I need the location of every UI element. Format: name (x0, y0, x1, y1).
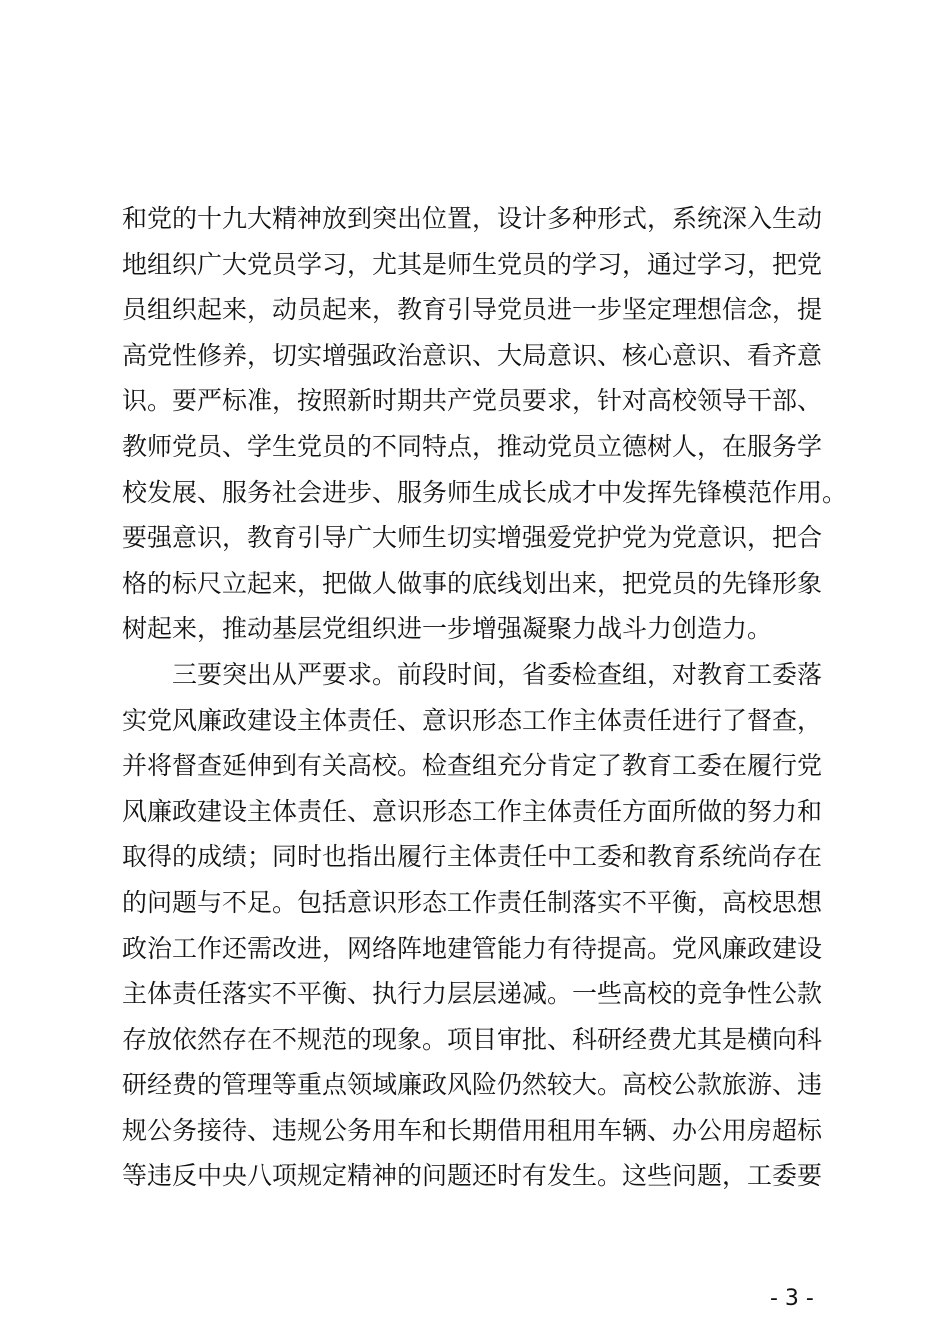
text-line: 取得的成绩；同时也指出履行主体责任中工委和教育系统尚存在 (122, 842, 823, 872)
text-line: 规公务接待、违规公务用车和长期借用租用车辆、办公用房超标 (122, 1115, 823, 1145)
text-line: 存放依然存在不规范的现象。项目审批、科研经费尤其是横向科 (122, 1024, 823, 1054)
text-line: 识。要严标准，按照新时期共产党员要求，针对高校领导干部、 (122, 386, 823, 416)
page-number: - 3 - (770, 1286, 814, 1311)
text-line: 地组织广大党员学习，尤其是师生党员的学习，通过学习，把党 (122, 249, 823, 279)
text-line: 员组织起来，动员起来，教育引导党员进一步坚定理想信念，提 (122, 295, 823, 325)
text-line: 并将督查延伸到有关高校。检查组充分肯定了教育工委在履行党 (122, 751, 823, 781)
text-line: 树起来，推动基层党组织进一步增强凝聚力战斗力创造力。 (122, 614, 773, 644)
text-line: 和党的十九大精神放到突出位置，设计多种形式，系统深入生动 (122, 204, 823, 233)
body-text (122, 196, 848, 1199)
text-line: 政治工作还需改进，网络阵地建管能力有待提高。党风廉政建设 (122, 933, 823, 963)
text-line: 要强意识，教育引导广大师生切实增强爱党护党为党意识，把合 (122, 523, 823, 553)
text-line: 高党性修养，切实增强政治意识、大局意识、核心意识、看齐意 (122, 340, 823, 370)
text-line: 的问题与不足。包括意识形态工作责任制落实不平衡，高校思想 (122, 887, 823, 917)
text-line: 研经费的管理等重点领域廉政风险仍然较大。高校公款旅游、违 (122, 1070, 823, 1100)
text-line: 教师党员、学生党员的不同特点，推动党员立德树人，在服务学 (122, 431, 823, 461)
text-line: 实党风廉政建设主体责任、意识形态工作主体责任进行了督查， (122, 705, 823, 735)
text-line: 格的标尺立起来，把做人做事的底线划出来，把党员的先锋形象 (122, 568, 823, 598)
text-line: 三要突出从严要求。前段时间，省委检查组，对教育工委落 (122, 659, 823, 689)
text-line: 主体责任落实不平衡、执行力层层递减。一些高校的竞争性公款 (122, 979, 823, 1009)
text-line: 校发展、服务社会进步、服务师生成长成才中发挥先锋模范作用。 (122, 477, 848, 507)
text-line: 风廉政建设主体责任、意识形态工作主体责任方面所做的努力和 (122, 796, 823, 826)
text-line: 等违反中央八项规定精神的问题还时有发生。这些问题，工委要 (122, 1161, 823, 1191)
